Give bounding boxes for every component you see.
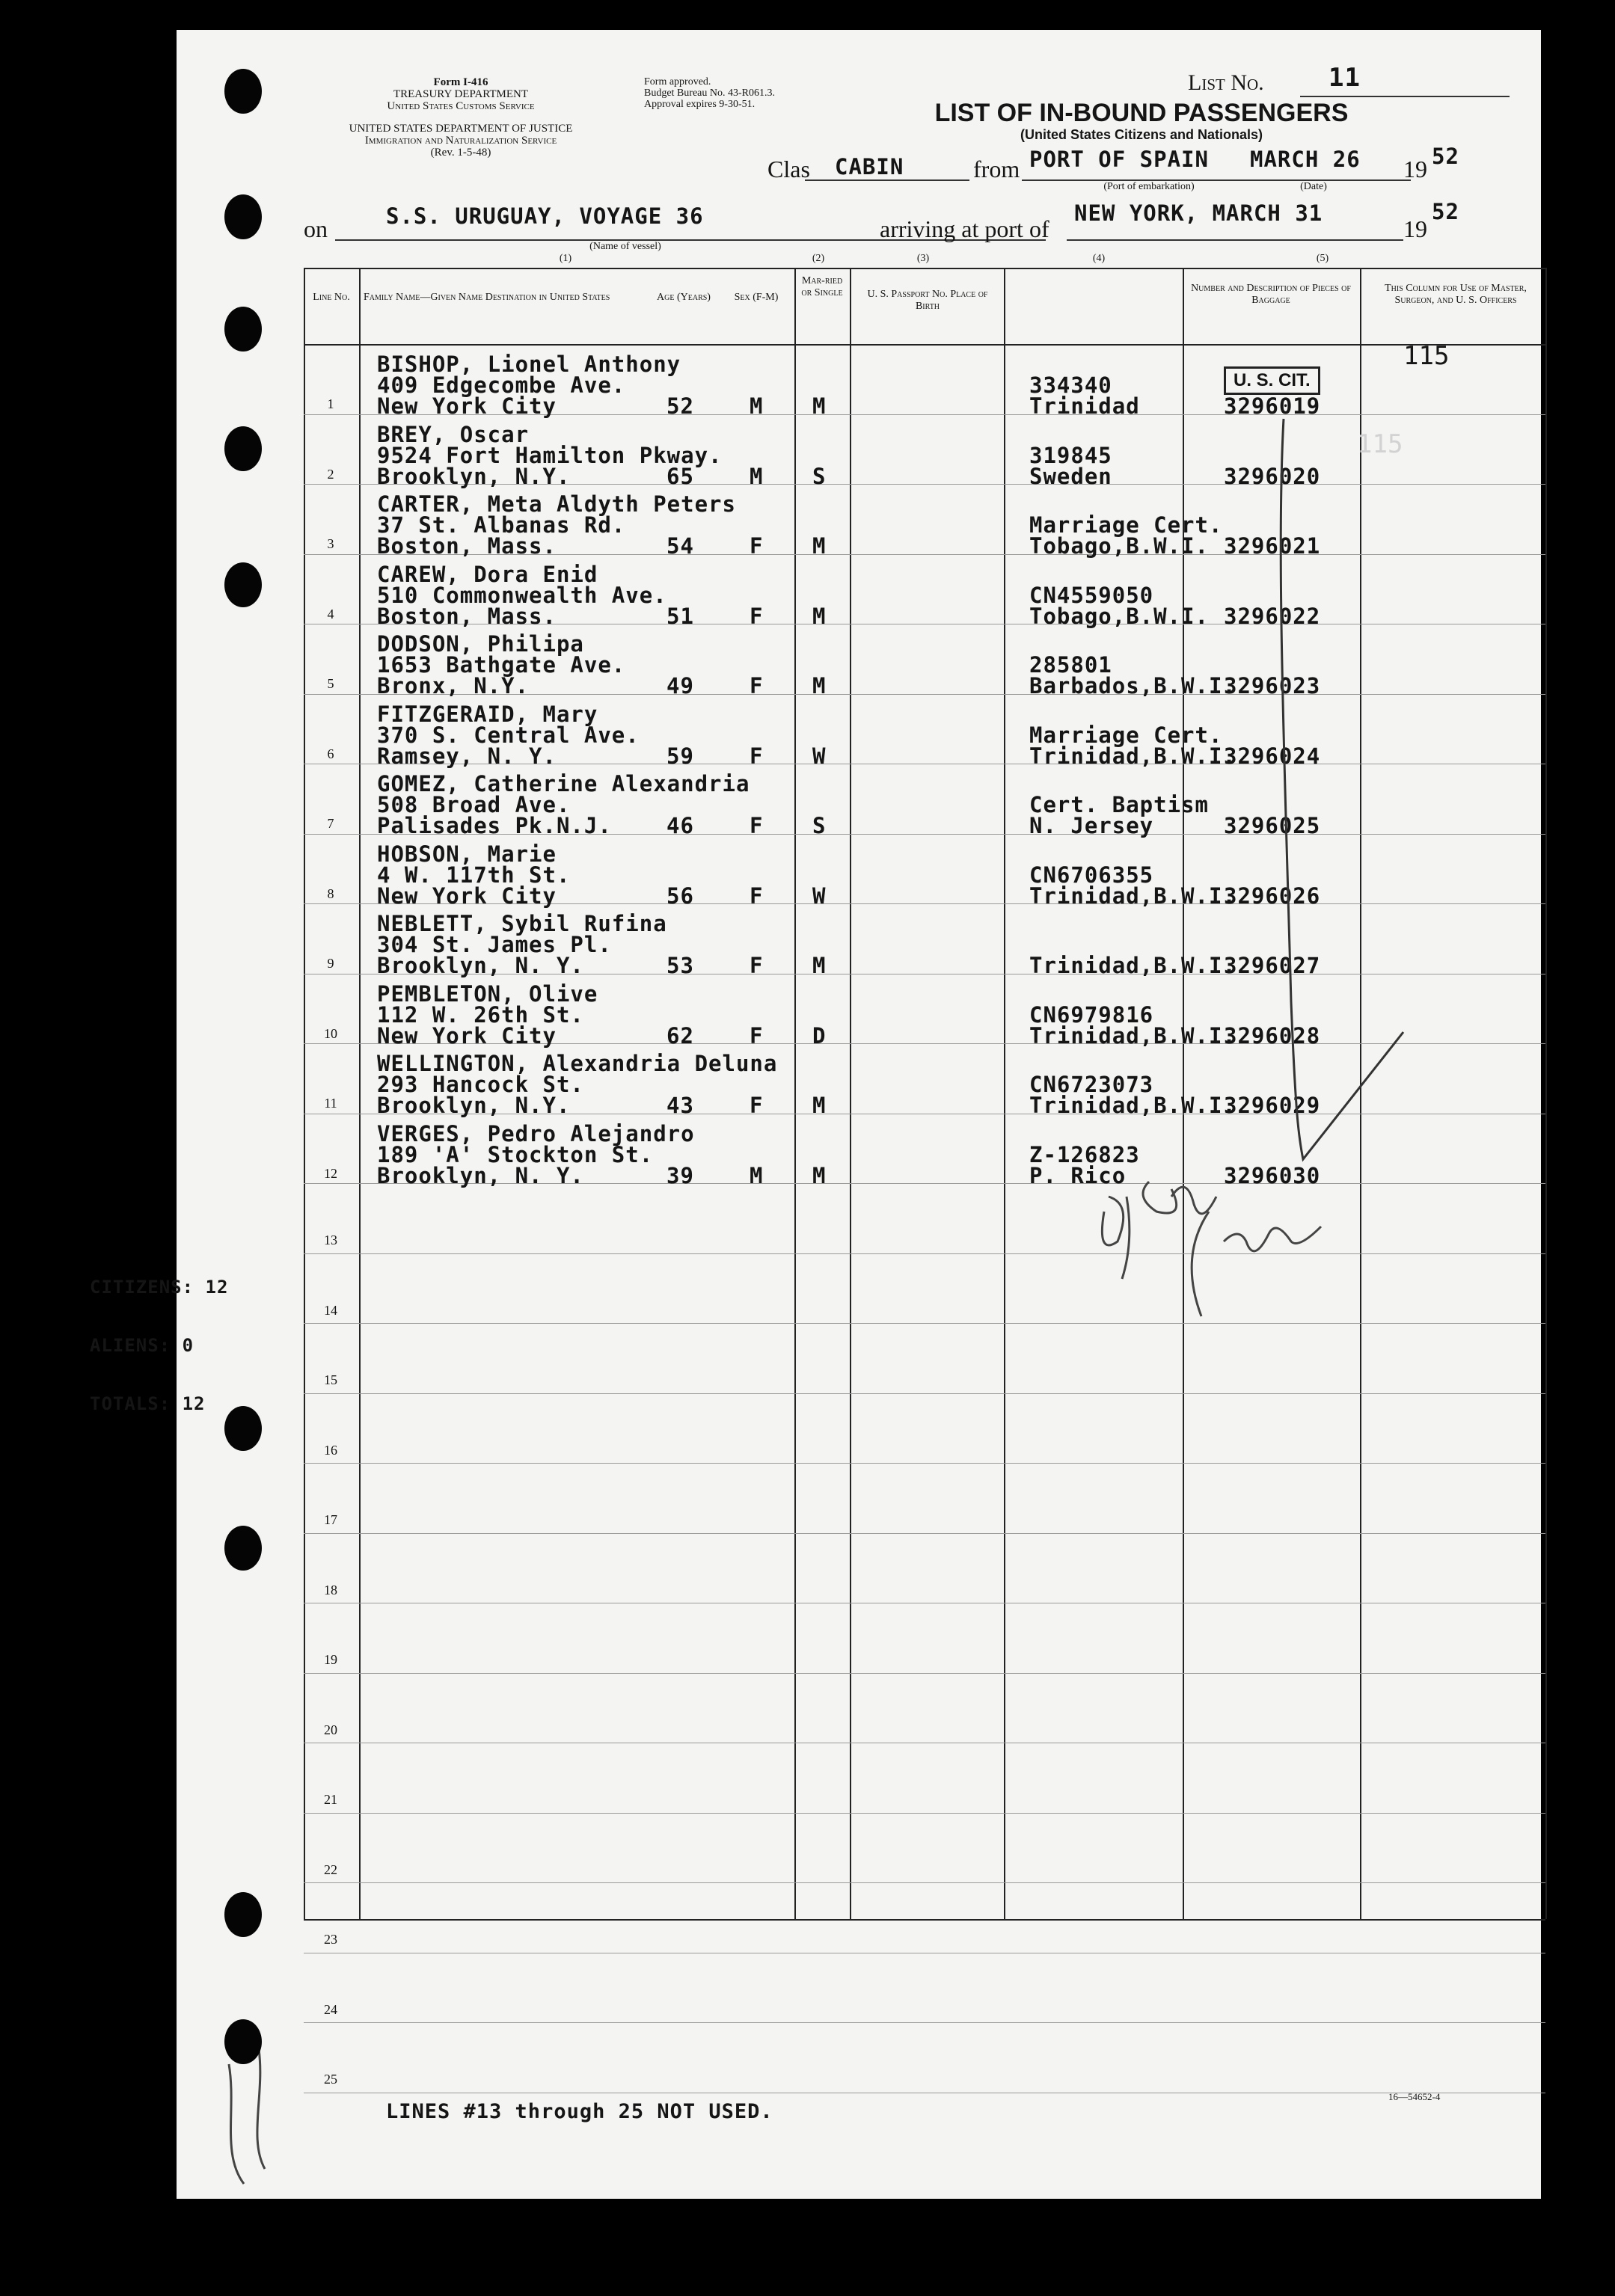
handwritten-marks xyxy=(177,30,1541,2199)
col-header-passport: U. S. Passport No. Place of Birth xyxy=(867,289,988,312)
passenger-sex: M xyxy=(750,464,764,489)
passenger-name: VERGES, Pedro Alejandro xyxy=(377,1121,695,1147)
from-label: from xyxy=(973,156,1020,182)
passenger-city: New York City xyxy=(377,393,557,419)
port-of-embarkation: PORT OF SPAIN xyxy=(1029,147,1209,172)
passenger-address: 4 W. 117th St. xyxy=(377,862,571,888)
passenger-age: 62 xyxy=(666,1023,694,1049)
baggage-number: 3296023 xyxy=(1224,673,1321,699)
line-number: 4 xyxy=(327,607,334,621)
col-header-officers: This Column for Use of Master, Surgeon, and U. S. Officers xyxy=(1385,283,1527,306)
passport-number: CN6706355 xyxy=(1029,862,1154,888)
expires-label: Approval expires 9-30-51. xyxy=(644,99,756,110)
binder-hole xyxy=(224,426,262,471)
justice-label: UNITED STATES DEPARTMENT OF JUSTICE xyxy=(349,123,573,135)
binder-hole xyxy=(224,69,262,114)
aliens-total: ALIENS: 0 xyxy=(90,1335,194,1356)
passenger-address: 9524 Fort Hamilton Pkway. xyxy=(377,443,723,468)
line-number: 6 xyxy=(327,746,334,761)
revision-label: (Rev. 1-5-48) xyxy=(430,147,491,159)
passenger-address: 370 S. Central Ave. xyxy=(377,722,640,748)
passenger-age: 65 xyxy=(666,464,694,489)
passport-number: CN4559050 xyxy=(1029,583,1154,608)
passenger-address: 508 Broad Ave. xyxy=(377,792,571,817)
passenger-sex: F xyxy=(750,1093,764,1118)
passenger-address: 37 St. Albanas Rd. xyxy=(377,512,626,538)
place-of-birth: Sweden xyxy=(1029,464,1112,489)
passenger-marital-status: M xyxy=(812,1163,827,1188)
passenger-name: CAREW, Dora Enid xyxy=(377,562,598,587)
passenger-name: PEMBLETON, Olive xyxy=(377,981,598,1007)
column-caption-5: (5) xyxy=(1316,253,1329,264)
baggage-number: 3296028 xyxy=(1224,1023,1321,1049)
citizens-total: CITIZENS: 12 xyxy=(90,1277,229,1298)
place-of-birth: Trinidad,B.W.I. xyxy=(1029,1023,1236,1049)
passenger-marital-status: M xyxy=(812,393,827,419)
col-header-age: Age (Years) xyxy=(657,292,711,303)
passport-number: Marriage Cert. xyxy=(1029,512,1223,538)
embarkation-date: MARCH 26 xyxy=(1250,147,1361,172)
line-number: 1 xyxy=(327,396,334,411)
passenger-age: 56 xyxy=(666,883,694,909)
passenger-sex: F xyxy=(750,604,764,629)
form-code: 16—54652-4 xyxy=(1388,2091,1441,2102)
passenger-age: 54 xyxy=(666,533,694,559)
passenger-city: New York City xyxy=(377,1023,557,1049)
date-caption: (Date) xyxy=(1300,181,1327,192)
line-number: 2 xyxy=(327,467,334,482)
col-header-line: Line No. xyxy=(313,292,350,303)
passenger-name: GOMEZ, Catherine Alexandria xyxy=(377,771,750,796)
passport-number: 334340 xyxy=(1029,372,1112,398)
page-title: LIST OF IN-BOUND PASSENGERS xyxy=(934,99,1349,127)
column-caption-4: (4) xyxy=(1092,253,1106,264)
passenger-marital-status: M xyxy=(812,1093,827,1118)
passenger-marital-status: S xyxy=(812,464,827,489)
col-header-baggage: Number and Description of Pieces of Baggage xyxy=(1191,283,1351,306)
line-number: 15 xyxy=(324,1372,337,1387)
us-citizen-stamp: U. S. CIT. xyxy=(1224,366,1320,395)
place-of-birth: Trinidad,B.W.I. xyxy=(1029,953,1236,978)
baggage-number: 3296021 xyxy=(1224,533,1321,559)
passenger-sex: F xyxy=(750,533,764,559)
passenger-sex: F xyxy=(750,743,764,769)
binder-hole xyxy=(224,194,262,239)
passenger-age: 49 xyxy=(666,673,694,699)
line-number: 17 xyxy=(324,1512,337,1527)
passenger-name: HOBSON, Marie xyxy=(377,841,557,867)
column-caption-3: (3) xyxy=(916,253,930,264)
passenger-age: 46 xyxy=(666,813,694,838)
embarkation-year: 52 xyxy=(1432,144,1459,169)
passenger-age: 59 xyxy=(666,743,694,769)
binder-hole xyxy=(224,1892,262,1937)
year-prefix-2: 19 xyxy=(1403,215,1427,242)
baggage-number: 3296024 xyxy=(1224,743,1321,769)
arriving-label: arriving at port of xyxy=(880,215,1049,242)
place-of-birth: Tobago,B.W.I. xyxy=(1029,533,1209,559)
passenger-name: NEBLETT, Sybil Rufina xyxy=(377,911,667,936)
passport-number: 285801 xyxy=(1029,652,1112,678)
place-of-birth: Trinidad,B.W.I. xyxy=(1029,743,1236,769)
col-header-married: Mar-ried or Single xyxy=(801,275,843,298)
baggage-number: 3296027 xyxy=(1224,953,1321,978)
passenger-city: Bronx, N.Y. xyxy=(377,673,530,699)
place-of-birth: Trinidad,B.W.I. xyxy=(1029,1093,1236,1118)
passenger-age: 53 xyxy=(666,953,694,978)
passenger-marital-status: W xyxy=(812,743,827,769)
passport-number: Cert. Baptism xyxy=(1029,792,1209,817)
passenger-city: Ramsey, N. Y. xyxy=(377,743,557,769)
passenger-city: Palisades Pk.N.J. xyxy=(377,813,612,838)
binder-hole xyxy=(224,2019,262,2064)
passenger-marital-status: M xyxy=(812,953,827,978)
passport-number: Marriage Cert. xyxy=(1029,722,1223,748)
passenger-age: 52 xyxy=(666,393,694,419)
line-number: 9 xyxy=(327,956,334,971)
passenger-sex: M xyxy=(750,1163,764,1188)
passenger-name: DODSON, Philipa xyxy=(377,631,584,657)
passenger-city: Brooklyn, N.Y. xyxy=(377,464,571,489)
class-label: Clas xyxy=(767,156,810,182)
passenger-city: New York City xyxy=(377,883,557,909)
passenger-age: 43 xyxy=(666,1093,694,1118)
list-no-value: 11 xyxy=(1329,63,1361,93)
arrival-port-date: NEW YORK, MARCH 31 xyxy=(1074,200,1323,226)
passenger-address: 112 W. 26th St. xyxy=(377,1002,584,1028)
passenger-address: 409 Edgecombe Ave. xyxy=(377,372,626,398)
line-number: 24 xyxy=(324,2002,337,2017)
line-number: 8 xyxy=(327,886,334,901)
place-of-birth: Trinidad xyxy=(1029,393,1140,419)
budget-label: Budget Bureau No. 43-R061.3. xyxy=(644,88,775,99)
passenger-marital-status: S xyxy=(812,813,827,838)
column-caption-2: (2) xyxy=(812,253,825,264)
grand-total: TOTALS: 12 xyxy=(90,1393,206,1414)
passport-number: Z-126823 xyxy=(1029,1142,1140,1167)
passenger-sex: F xyxy=(750,813,764,838)
line-number: 7 xyxy=(327,816,334,831)
binder-hole xyxy=(224,562,262,607)
arrival-year: 52 xyxy=(1432,199,1459,224)
baggage-number: 3296020 xyxy=(1224,464,1321,489)
baggage-number: 3296022 xyxy=(1224,604,1321,629)
line-number: 16 xyxy=(324,1443,337,1458)
passenger-city: Brooklyn, N. Y. xyxy=(377,1163,584,1188)
passenger-city: Boston, Mass. xyxy=(377,533,557,559)
passenger-marital-status: M xyxy=(812,533,827,559)
on-label: on xyxy=(304,215,328,242)
passenger-name: WELLINGTON, Alexandria Deluna xyxy=(377,1051,778,1076)
col-header-sex: Sex (F-M) xyxy=(734,292,779,303)
line-number: 21 xyxy=(324,1792,337,1807)
officer-number: 115 xyxy=(1403,341,1450,371)
port-caption: (Port of embarkation) xyxy=(1103,181,1195,192)
baggage-number: 3296025 xyxy=(1224,813,1321,838)
passenger-city: Brooklyn, N.Y. xyxy=(377,1093,571,1118)
line-number: 20 xyxy=(324,1722,337,1737)
col-header-name: Family Name—Given Name Destination in United States xyxy=(364,292,610,303)
passenger-marital-status: D xyxy=(812,1023,827,1049)
baggage-number: 3296030 xyxy=(1224,1163,1321,1188)
passenger-city: Brooklyn, N. Y. xyxy=(377,953,584,978)
footer-note: LINES #13 through 25 NOT USED. xyxy=(386,2100,773,2123)
passenger-sex: F xyxy=(750,673,764,699)
year-prefix-1: 19 xyxy=(1403,156,1427,182)
line-number: 10 xyxy=(324,1026,337,1041)
baggage-number: 3296019 xyxy=(1224,393,1321,419)
place-of-birth: Trinidad,B.W.I. xyxy=(1029,883,1236,909)
line-number: 12 xyxy=(324,1166,337,1181)
passenger-sex: F xyxy=(750,953,764,978)
passenger-name: CARTER, Meta Aldyth Peters xyxy=(377,491,736,517)
line-number: 3 xyxy=(327,536,334,551)
line-number: 14 xyxy=(324,1303,337,1318)
customs-label: United States Customs Service xyxy=(387,100,535,112)
vessel-name: S.S. URUGUAY, VOYAGE 36 xyxy=(386,203,704,229)
class-value: CABIN xyxy=(835,154,904,179)
passport-number: CN6979816 xyxy=(1029,1002,1154,1028)
passport-number: 319845 xyxy=(1029,443,1112,468)
passenger-marital-status: M xyxy=(812,673,827,699)
passenger-marital-status: M xyxy=(812,604,827,629)
binder-hole xyxy=(224,1526,262,1571)
passenger-address: 189 'A' Stockton St. xyxy=(377,1142,654,1167)
passenger-address: 304 St. James Pl. xyxy=(377,932,612,957)
ins-label: Immigration and Naturalization Service xyxy=(364,135,557,147)
passenger-sex: F xyxy=(750,1023,764,1049)
passenger-address: 1653 Bathgate Ave. xyxy=(377,652,626,678)
line-number: 11 xyxy=(324,1096,337,1111)
passenger-address: 293 Hancock St. xyxy=(377,1072,584,1097)
baggage-number: 3296026 xyxy=(1224,883,1321,909)
place-of-birth: Barbados,B.W.I. xyxy=(1029,673,1236,699)
passenger-age: 39 xyxy=(666,1163,694,1188)
totals-block xyxy=(90,1238,228,1452)
page-subtitle: (United States Citizens and Nationals) xyxy=(1020,127,1263,142)
treasury-label: TREASURY DEPARTMENT xyxy=(393,88,529,100)
officer-number-faint: 115 xyxy=(1357,429,1403,459)
baggage-number: 3296029 xyxy=(1224,1093,1321,1118)
line-number: 13 xyxy=(324,1233,337,1247)
document-page xyxy=(90,30,1541,2199)
line-number: 25 xyxy=(324,2072,337,2087)
passenger-marital-status: W xyxy=(812,883,827,909)
passenger-address: 510 Commonwealth Ave. xyxy=(377,583,667,608)
passenger-name: BREY, Oscar xyxy=(377,422,530,447)
binder-hole xyxy=(224,307,262,352)
place-of-birth: P. Rico xyxy=(1029,1163,1127,1188)
approval-label: Form approved. xyxy=(644,76,711,88)
passenger-name: BISHOP, Lionel Anthony xyxy=(377,352,681,377)
line-number: 5 xyxy=(327,676,334,691)
passenger-city: Boston, Mass. xyxy=(377,604,557,629)
passenger-sex: F xyxy=(750,883,764,909)
passenger-sex: M xyxy=(750,393,764,419)
place-of-birth: N. Jersey xyxy=(1029,813,1154,838)
line-number: 18 xyxy=(324,1583,337,1597)
binder-hole xyxy=(224,1406,262,1451)
passport-number: CN6723073 xyxy=(1029,1072,1154,1097)
form-number: Form I-416 xyxy=(433,76,488,88)
passenger-age: 51 xyxy=(666,604,694,629)
line-number: 23 xyxy=(324,1932,337,1947)
line-number: 22 xyxy=(324,1862,337,1877)
column-caption-1: (1) xyxy=(559,253,572,264)
list-no-label: List No. xyxy=(1188,70,1264,95)
line-number: 19 xyxy=(324,1652,337,1667)
place-of-birth: Tobago,B.W.I. xyxy=(1029,604,1209,629)
passenger-name: FITZGERAID, Mary xyxy=(377,702,598,727)
vessel-caption: (Name of vessel) xyxy=(589,241,661,252)
